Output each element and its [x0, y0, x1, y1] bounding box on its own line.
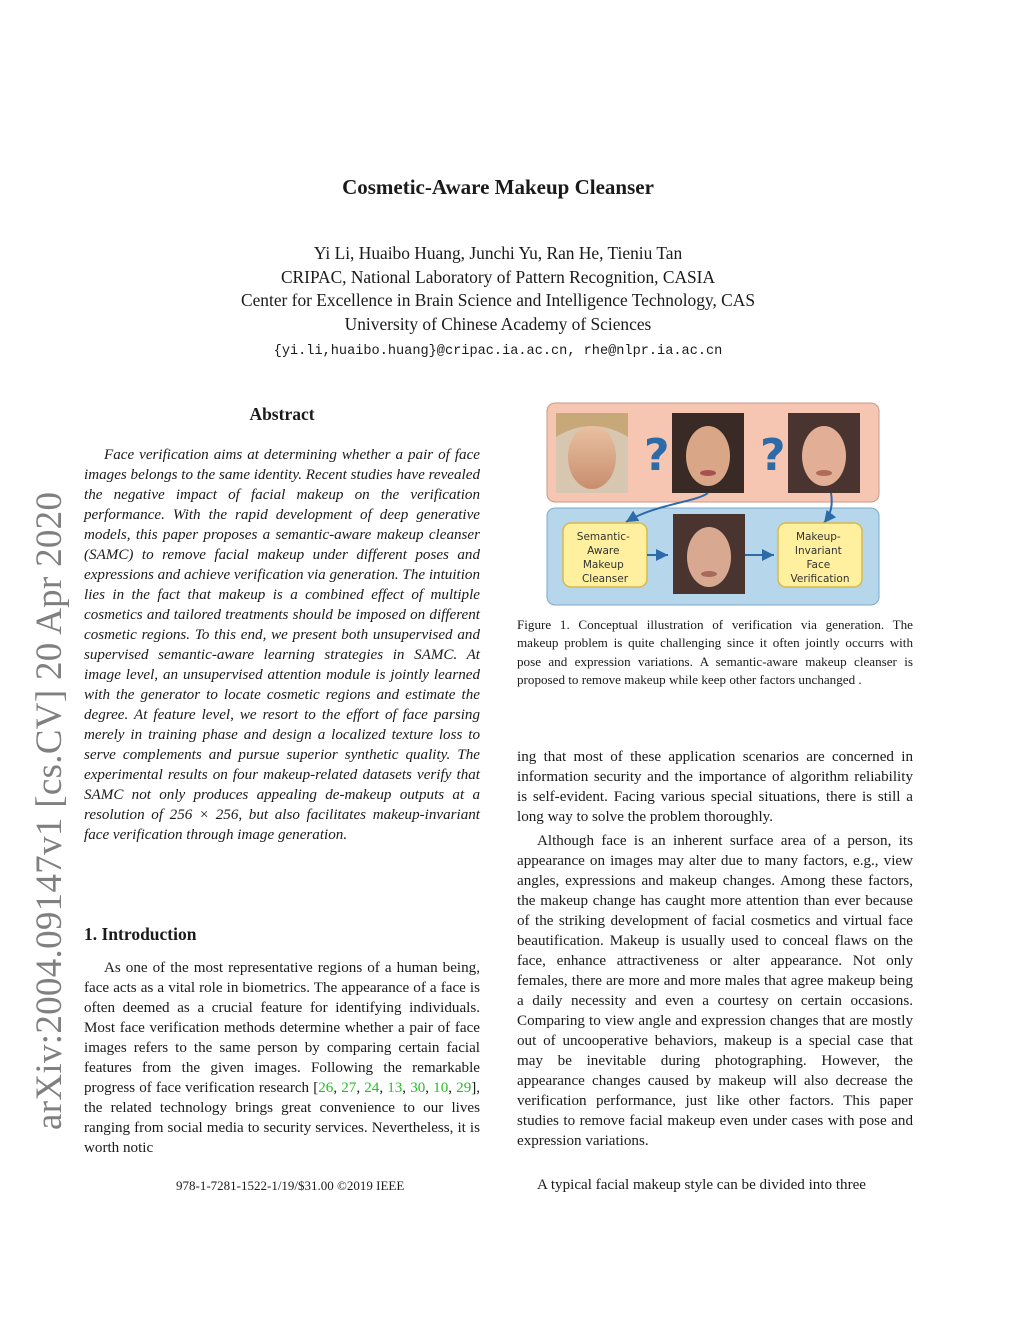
author-block [0, 242, 996, 364]
affiliation-3: University of Chinese Academy of Sciences [344, 313, 652, 334]
paper-title: Cosmetic-Aware Makeup Cleanser [342, 175, 654, 199]
citation-link[interactable]: 24 [364, 1080, 380, 1096]
affiliation-1: CRIPAC, National Laboratory of Pattern Recognition, CASIA [280, 266, 716, 287]
abstract-text: Face verification aims at determining whether a pair of face images belongs to the same identity. Recent studies have revealed the negative impact of facial makeup on the verification performance. With the rapid development of deep generative models, this paper proposes a semantic-aware makeup cleanser (SAMC) to remove facial makeup under different poses and expressions and achieve verification via generation. The intuition lies in the fact that makeup is a combined effect of multiple cosmetics and tailored treatments should be imposed on different cosmetic regions. To this end, we present both unsupervised and supervised semantic-aware learning strategies in SAMC. At image level, an unsupervised attention module is jointly learned with the generator to locate cosmetic regions and estimate the degree. At feature level, we resort to the effort of face parsing merely in training phase and design a localized texture loss to serve complements and pursue superior synthetic quality. The experimental results on four makeup-related datasets verify that SAMC not only produces appealing de-makeup outputs at a resolution of 256 × 256, but also facilitates makeup-invariant face verification through image generation. [84, 447, 480, 843]
svg-text:Semantic- Aware Ma: Semantic- Aware Makeup Cleanser [576, 531, 630, 585]
introduction-paragraph-1: As one of the most representative regions of a human being, face acts as a vital role in biometrics. The appearance of a face is often deemed as a crucial feature for identifying individuals. Most face verification methods determine whether a pair of face images refers to the same person by comparing certain facial features from the given images. Following the remarkable progress of face verification research [26, 27, 24, 13, 30, 10, 29], the related technology brings great convenience to our lives ranging from social media to security services. Nevertheless, it is worth notic [84, 960, 481, 1156]
face-photo-makeup [672, 413, 744, 493]
introduction-paragraph-1-continued: ing that most of these application scenarios are concerned in information security and the importance of algorithm reliability is self-evident. Facing various special situations, there is still a long way to solve the problem thoroughly. [517, 749, 913, 825]
copyright-footer: 978-1-7281-1522-1/19/$31.00 ©2019 IEEE [176, 1178, 405, 1193]
author-names: Yi Li, Huaibo Huang, Junchi Yu, Ran He, Tieniu Tan [313, 243, 683, 263]
citation-link[interactable]: 13 [387, 1080, 403, 1096]
introduction-heading: 1. Introduction [84, 924, 197, 944]
question-mark-icon: ? [644, 430, 670, 481]
author-email: {yi.li,huaibo.huang}@cripac.ia.ac.cn, rhe@nlpr.ia.ac.cn [273, 344, 723, 359]
figure-1-caption: Figure 1. Conceptual illustration of verification via generation. The makeup problem is quite challenging since it often jointly occurrs with pose and expression variations. A semantic-aware makeup cleanser is proposed to remove makeup while keep other factors unchanged . [517, 617, 913, 687]
citation-link[interactable]: 30 [410, 1080, 426, 1096]
svg-text:Makeup- Invariant: Makeup- Invariant Face Verification [790, 531, 850, 585]
face-photo-target [788, 413, 860, 493]
figure-1 [546, 402, 880, 606]
figure-1-diagram [546, 402, 880, 606]
intro-p1-continued: ], the related technology brings great convenience to our lives ranging from social media to security services. Nevertheless, it is worth notic [84, 1080, 481, 1156]
intro-p1-text: As one of the most representative regions of a human being, face acts as a vital role in biometrics. The appearance of a face is often deemed as a crucial feature for identifying individuals. Most face verification methods determine whether a pair of face images refers to the same person by comparing certain facial features from the given images. Following the remarkable progress of face verification research [ [84, 960, 480, 1096]
citation-link[interactable]: 10 [433, 1080, 449, 1096]
citation-link[interactable]: 27 [341, 1080, 357, 1096]
face-photo-cleansed [673, 514, 745, 594]
introduction-paragraph-3: A typical facial makeup style can be divided into three [537, 1177, 867, 1193]
question-mark-icon: ? [760, 430, 786, 481]
face-photo-reference [556, 413, 628, 493]
arxiv-sidebar-stamp: arXiv:2004.09147v1 [cs.CV] 20 Apr 2020 [29, 491, 70, 1130]
citation-link[interactable]: 26 [318, 1080, 334, 1096]
citation-link[interactable]: 29 [456, 1080, 472, 1096]
introduction-paragraph-2: Although face is an inherent surface area of a person, its appearance on images may alter due to many factors, e.g., view angles, expressions and makeup changes. Among these factors, the makeup change has caught more attention than ever because of the striking development of facial cosmetics and virtual face beautification. Makeup is usually used to conceal flaws on the face, enhance attractiveness or alter appearance. Not only females, there are more and more males that agree makeup being a daily necessity and even a courtesy on certain occasions. Comparing to view angle and expression changes that are mostly out of uncooperative behaviors, makeup is a special case that may be inevitable during photographing. However, the appearance changes caused by makeup will also decrease the verification performance, just like other factors. This paper studies to remove facial makeup even under cases with pose and expression variations. [517, 833, 913, 1149]
affiliation-2: Center for Excellence in Brain Science and Intelligence Technology, CAS [240, 290, 756, 310]
abstract-heading: Abstract [249, 404, 315, 424]
